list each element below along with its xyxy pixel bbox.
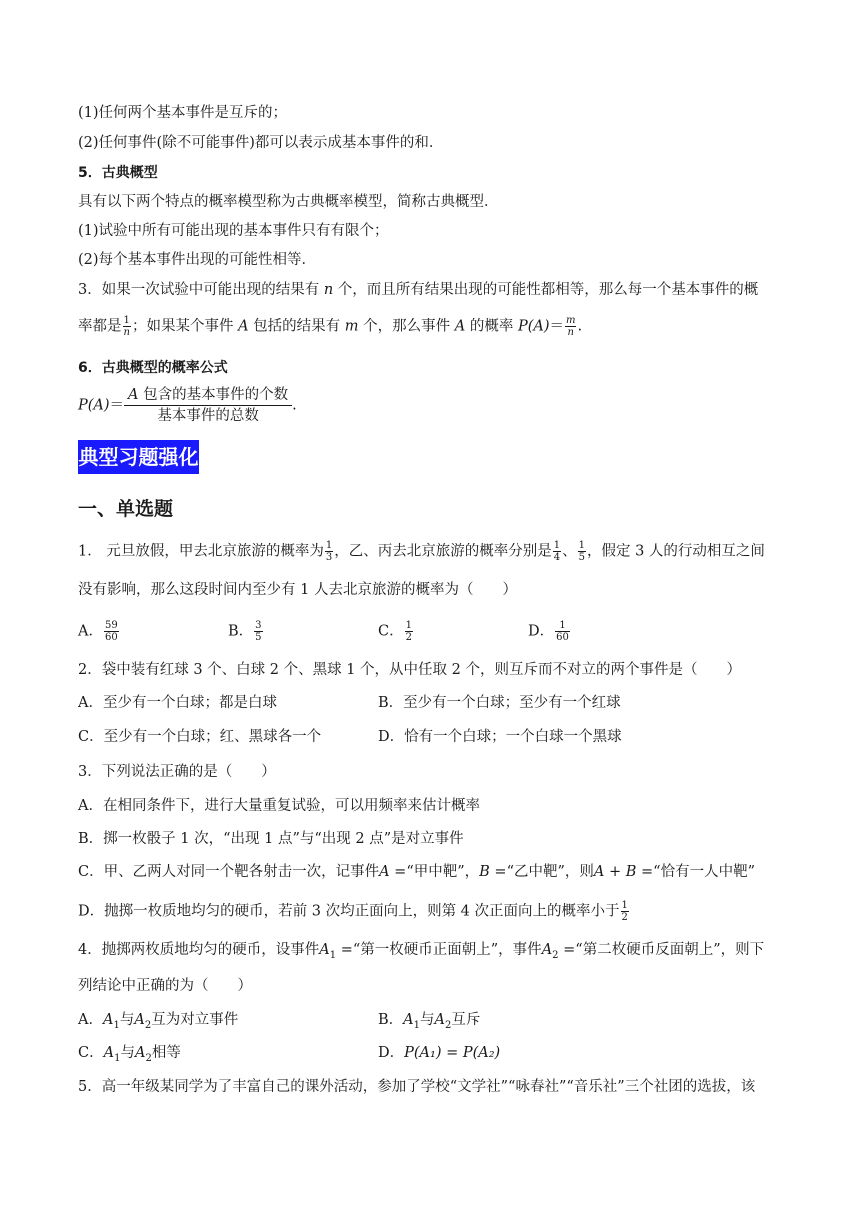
question-1-stem: [78, 540, 765, 563]
var: A: [379, 864, 390, 880]
section-heading: 5．古典概型: [78, 165, 158, 181]
text: 相等: [151, 1045, 181, 1061]
var: A: [454, 318, 466, 335]
knowledge-line: [78, 280, 758, 300]
q1-option-b[interactable]: [228, 620, 264, 643]
knowledge-line: (2)每个基本事件出现的可能性相等．: [78, 252, 317, 268]
denominator: 基本事件的总数: [157, 408, 259, 424]
q4-option-d[interactable]: [378, 1043, 500, 1063]
knowledge-line: (2)任何事件(除不可能事件)都可以表示成基本事件的和．: [78, 135, 444, 151]
var: m: [344, 318, 359, 335]
q3-option-d[interactable]: [78, 900, 630, 923]
var: A: [319, 942, 330, 958]
q2-option-d[interactable]: D．恰有一个白球；一个白球一个黑球: [378, 729, 622, 745]
q1-option-d[interactable]: [528, 620, 571, 643]
q3-option-a[interactable]: A．在相同条件下，进行大量重复试验，可以用频率来估计概率: [78, 798, 480, 814]
q2-option-c[interactable]: C．至少有一个白球；红、黑球各一个: [78, 729, 322, 745]
section-banner: 典型习题强化: [78, 440, 199, 474]
text: =“第二枚硬币反面朝上”，则下: [558, 942, 765, 958]
text: =“恰有一人中靶”: [636, 864, 756, 880]
knowledge-line: (1)试验中所有可能出现的基本事件只有有限个；: [78, 223, 389, 239]
fraction: [621, 900, 629, 923]
question-1-stem-line2: 没有影响，那么这段时间内至少有 1 人去北京旅游的概率为（ ）: [78, 582, 517, 598]
text: =“甲中靶”，: [389, 864, 480, 880]
fraction: [123, 315, 131, 338]
expr: A + B: [593, 864, 637, 880]
var: P(A): [517, 318, 550, 335]
option-label: D．: [528, 623, 555, 640]
section-heading: 6．古典概型的概率公式: [78, 360, 228, 376]
var: A: [403, 1012, 414, 1028]
text: 与: [420, 1012, 435, 1028]
text: 3．如果一次试验中可能出现的结果有: [78, 282, 324, 298]
q2-option-b[interactable]: B．至少有一个白球；至少有一个红球: [378, 695, 621, 711]
option-label: C．: [78, 1045, 104, 1061]
text: =“乙中靶”，则: [489, 864, 594, 880]
subscript: 1: [114, 1052, 121, 1064]
question-5-stem: 5．高一年级某同学为了丰富自己的课外活动，参加了学校“文学社”“咏春社”“音乐社”三个社团的选拔，该: [78, 1079, 756, 1095]
knowledge-line: [78, 315, 582, 338]
numerator: 1: [555, 620, 570, 632]
var-n: n: [323, 282, 334, 298]
text: 4．抛掷两枚质地均匀的硬币，设事件: [78, 942, 320, 958]
numerator: [124, 385, 292, 406]
var: A: [102, 1012, 114, 1028]
numerator: 1: [325, 540, 333, 551]
fraction: [553, 540, 561, 563]
numerator: 3: [255, 620, 262, 631]
text: ，假定 3 人的行动相互之间: [586, 543, 765, 560]
text: 包含的基本事件的个数: [138, 387, 289, 403]
text: 与: [120, 1045, 135, 1061]
fraction: [405, 620, 413, 643]
text: ；如果某个事件: [131, 318, 239, 335]
text: 、: [562, 543, 577, 560]
option-label: B．: [378, 1012, 404, 1028]
q4-option-a[interactable]: [78, 1010, 238, 1036]
question-4-stem-line2: 列结论中正确的为（ ）: [78, 978, 252, 994]
denominator: 4: [553, 552, 561, 563]
subscript: 2: [144, 1019, 152, 1031]
text: .: [292, 397, 297, 414]
expr: P(A₁) = P(A₂): [404, 1045, 501, 1061]
option-label: A．: [78, 1012, 103, 1028]
subscript: 1: [113, 1019, 120, 1031]
knowledge-line: (1)任何两个基本事件是互斥的；: [78, 105, 288, 121]
fraction: [124, 385, 292, 426]
var: A: [541, 942, 553, 958]
q4-option-b[interactable]: [378, 1010, 480, 1036]
text: 与: [119, 1012, 135, 1028]
var: A: [128, 387, 139, 403]
option-label: B．: [228, 623, 254, 640]
text: =“第一枚硬币正面朝上”，事件: [336, 942, 542, 958]
numerator: 1: [405, 620, 412, 631]
fraction: [578, 540, 586, 563]
text: ＝: [109, 397, 125, 414]
q2-option-a[interactable]: A．至少有一个白球；都是白球: [78, 695, 277, 711]
subscript: 1: [329, 949, 337, 961]
q3-option-c[interactable]: [78, 862, 755, 882]
fraction: [555, 620, 570, 643]
text: D．抛掷一枚质地均匀的硬币，若前 3 次均正面向上，则第 4 次正面向上的概率小于: [78, 903, 620, 920]
question-2-stem: 2．袋中装有红球 3 个、白球 2 个、黑球 1 个，从中任取 2 个，则互斥而不对立的两个事件是（ ）: [78, 662, 741, 678]
denominator: n: [123, 327, 130, 338]
section-title: 一、单选题: [78, 498, 174, 520]
var: P(A): [78, 397, 110, 414]
fraction: [104, 620, 119, 643]
var: A: [134, 1012, 145, 1028]
option-label: D．: [378, 1045, 405, 1061]
fraction: [565, 315, 576, 338]
var: A: [434, 1012, 445, 1028]
formula: [78, 385, 297, 426]
numerator: m: [565, 315, 576, 326]
subscript: 2: [445, 1019, 452, 1031]
fraction: [325, 540, 333, 563]
numerator: 59: [104, 620, 118, 631]
question-3-stem: 3．下列说法正确的是（ ）: [78, 764, 276, 780]
denominator: 2: [621, 912, 628, 923]
text: .: [577, 318, 583, 335]
text: 个，那么事件: [358, 318, 455, 335]
q1-option-a[interactable]: [78, 620, 120, 643]
subscript: 2: [552, 949, 559, 961]
text: 1． 元旦放假，甲去北京旅游的概率为: [78, 543, 324, 560]
var: B: [479, 864, 490, 880]
numerator: 1: [123, 315, 130, 326]
var: A: [238, 318, 249, 335]
numerator: 1: [553, 540, 561, 551]
denominator: 2: [405, 632, 412, 643]
fraction: [254, 620, 262, 643]
knowledge-line: 具有以下两个特点的概率模型称为古典概率模型，简称古典概型．: [78, 194, 499, 210]
text: 个，而且所有结果出现的可能性都相等，那么每一个基本事件的概: [333, 282, 759, 298]
denominator: 5: [578, 552, 585, 563]
numerator: 1: [578, 540, 585, 551]
q4-option-c[interactable]: [78, 1043, 181, 1069]
denominator: n: [567, 327, 574, 338]
text: C．甲、乙两人对同一个靶各射击一次，记事件: [78, 864, 380, 880]
text: 率都是: [78, 318, 122, 335]
text: 包括的结果有: [248, 318, 345, 335]
denominator: 60: [556, 632, 569, 643]
q3-option-b[interactable]: B．掷一枚骰子 1 次，“出现 1 点”与“出现 2 点”是对立事件: [78, 831, 464, 847]
var: A: [134, 1045, 146, 1061]
text: 互斥: [451, 1012, 481, 1028]
text: 的概率: [465, 318, 518, 335]
text: 互为对立事件: [151, 1012, 239, 1028]
option-label: C．: [378, 623, 404, 640]
text: ，乙、丙去北京旅游的概率分别是: [334, 543, 552, 560]
q1-option-c[interactable]: [378, 620, 414, 643]
denominator: 5: [255, 632, 262, 643]
option-label: A．: [78, 623, 103, 640]
subscript: 2: [145, 1052, 152, 1064]
text: ＝: [549, 318, 564, 335]
numerator: 1: [621, 900, 628, 911]
question-4-stem: [78, 940, 764, 966]
subscript: 1: [413, 1019, 421, 1031]
denominator: 3: [325, 552, 333, 563]
denominator: 60: [104, 632, 118, 643]
var: A: [103, 1045, 115, 1061]
